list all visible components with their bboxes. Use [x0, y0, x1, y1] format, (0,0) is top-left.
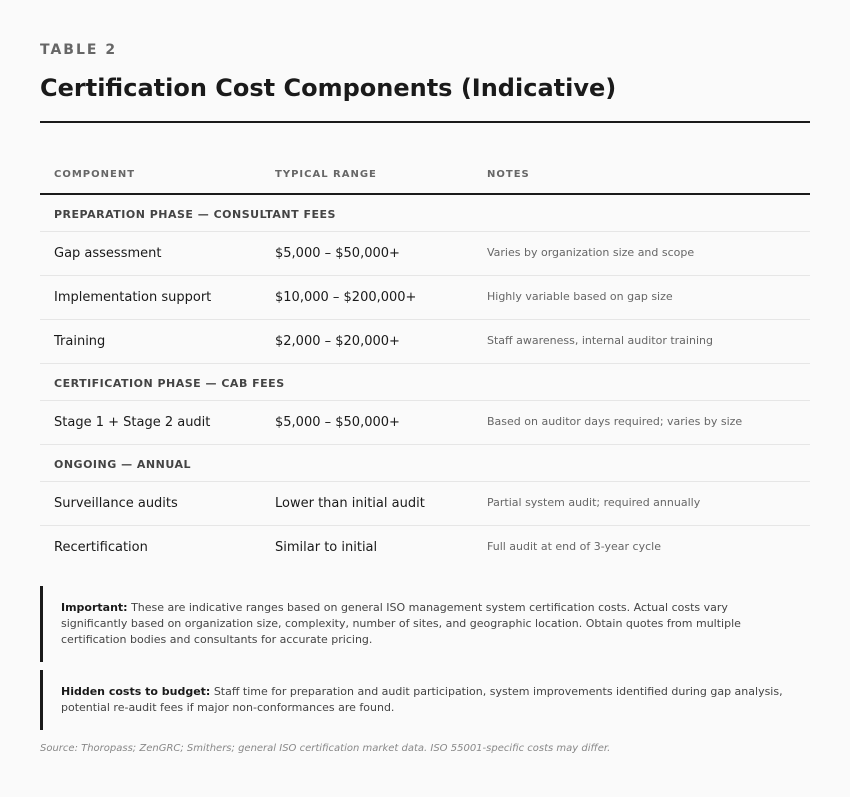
section-header-ongoing [40, 445, 810, 482]
section-label: PREPARATION PHASE — CONSULTANT FEES [54, 208, 336, 221]
range-cell: Lower than initial audit [275, 496, 425, 511]
table-header [40, 155, 810, 195]
component-cell: Gap assessment [54, 246, 162, 261]
section-label: ONGOING — ANNUAL [54, 458, 191, 471]
cost-table [40, 155, 810, 570]
table-row [40, 526, 810, 570]
table-number: TABLE 2 [40, 42, 118, 58]
table-row [40, 276, 810, 320]
notes-cell: Staff awareness, internal auditor training [487, 334, 713, 347]
component-cell: Recertification [54, 540, 148, 555]
notes-cell: Based on auditor days required; varies by size [487, 415, 743, 428]
important-callout [40, 586, 810, 662]
table-row [40, 320, 810, 364]
notes-cell: Varies by organization size and scope [487, 246, 695, 259]
source-note: Source: Thoropass; ZenGRC; Smithers; general ISO certification market data. ISO 55001-specific costs may differ. [40, 743, 611, 754]
important-text: These are indicative ranges based on general ISO management system certification costs. Actual costs vary significantly based on organization size, complexity, number of sites, and geographic location. Obtain quotes from multiple certification bodies and consultants for accurate pricing. [61, 601, 741, 646]
range-cell: $5,000 – $50,000+ [275, 246, 400, 261]
section-header-certification [40, 364, 810, 401]
range-cell: $5,000 – $50,000+ [275, 415, 400, 430]
range-cell: Similar to initial [275, 540, 378, 555]
column-header-component: COMPONENT [54, 169, 136, 180]
table-row [40, 401, 810, 445]
section-header-preparation [40, 195, 810, 232]
range-cell: $10,000 – $200,000+ [275, 290, 417, 305]
column-header-range: TYPICAL RANGE [275, 169, 377, 180]
range-cell: $2,000 – $20,000+ [275, 334, 400, 349]
hidden-costs-callout [40, 670, 810, 730]
table-row [40, 482, 810, 526]
important-label: Important: [61, 601, 128, 614]
section-label: CERTIFICATION PHASE — CAB FEES [54, 377, 285, 390]
hidden-costs-label: Hidden costs to budget: [61, 685, 211, 698]
title-divider [40, 121, 810, 123]
notes-cell: Partial system audit; required annually [487, 496, 701, 509]
notes-cell: Highly variable based on gap size [487, 290, 673, 303]
component-cell: Training [54, 334, 106, 349]
page-title: Certification Cost Components (Indicative) [40, 74, 617, 102]
component-cell: Stage 1 + Stage 2 audit [54, 415, 211, 430]
column-header-notes: NOTES [487, 169, 530, 180]
table-row [40, 232, 810, 276]
hidden-costs-text: Staff time for preparation and audit participation, system improvements identified during gap analysis, potential re-audit fees if major non-conformances are found. [61, 685, 783, 714]
notes-cell: Full audit at end of 3-year cycle [487, 540, 661, 553]
component-cell: Implementation support [54, 290, 212, 305]
component-cell: Surveillance audits [54, 496, 178, 511]
